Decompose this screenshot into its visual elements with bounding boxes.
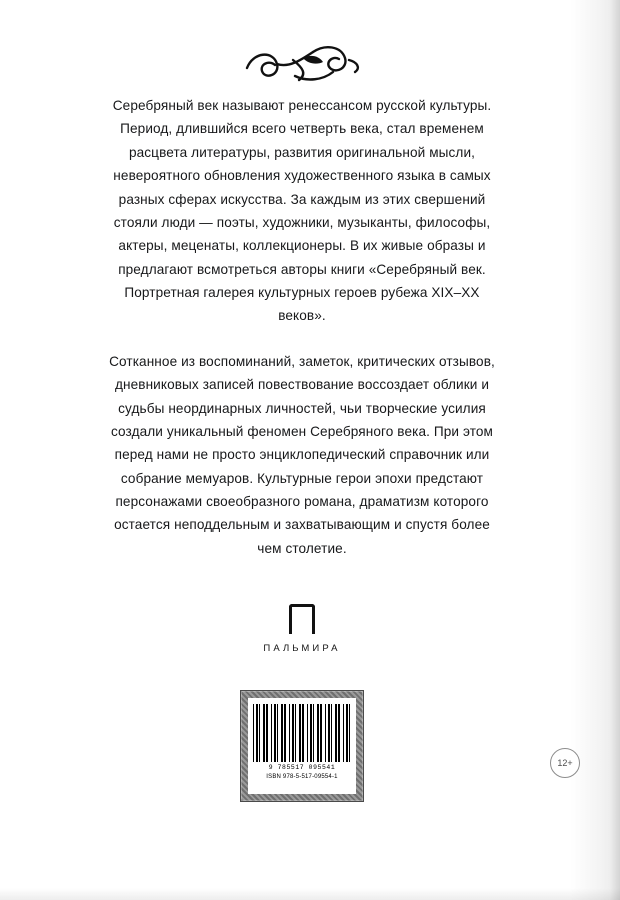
paragraph-1 [102,94,502,328]
back-cover-text [102,94,502,560]
barcode-inner [248,698,356,794]
scan-edge-bottom [0,888,620,900]
barcode-digits: 9 785517 095541 [268,764,336,772]
paragraph-2 [102,350,502,560]
palmira-p-mark-icon [289,604,315,634]
publisher-logo [0,604,604,654]
floral-swash-ornament [0,38,604,94]
scan-edge-right [610,0,620,900]
ean13-barcode-icon [253,704,351,762]
publisher-name: ПАЛЬМИРА [263,643,341,655]
paragraph-1-text: Серебряный век называют ренессансом русской культуры. Период, длившийся всего четверть века, стал временем расцвета литературы, развития оригинальной мысли, невероятного обновления художественного языка в самых разных сферах искусства. За каждым из этих свершений стояли люди — поэты, художники, музыканты, философы, актеры, меценаты, коллекционеры. В их живые образы и предлагают всмотреться авторы книги «Серебряный век. Портретная галерея культурных героев рубежа XIX–XX веков». [112,98,492,324]
paragraph-2-text: Сотканное из воспоминаний, заметок, критических отзывов, дневниковых записей повествование воссоздает облики и судьбы неординарных личностей, чьи творческие усилия создали уникальный феномен Серебряного века. При этом перед нами не просто энциклопедический справочник или собрание мемуаров. Культурные герои эпохи предстают персонажами своеобразного романа, драматизм которого остается неподдельным и захватывающим и спустя более чем столетие. [109,353,495,556]
barcode-area [0,690,604,802]
age-rating-badge: 12+ [550,748,580,778]
barcode-frame [240,690,364,802]
isbn-text: ISBN 978-5-517-09554-1 [266,774,338,781]
